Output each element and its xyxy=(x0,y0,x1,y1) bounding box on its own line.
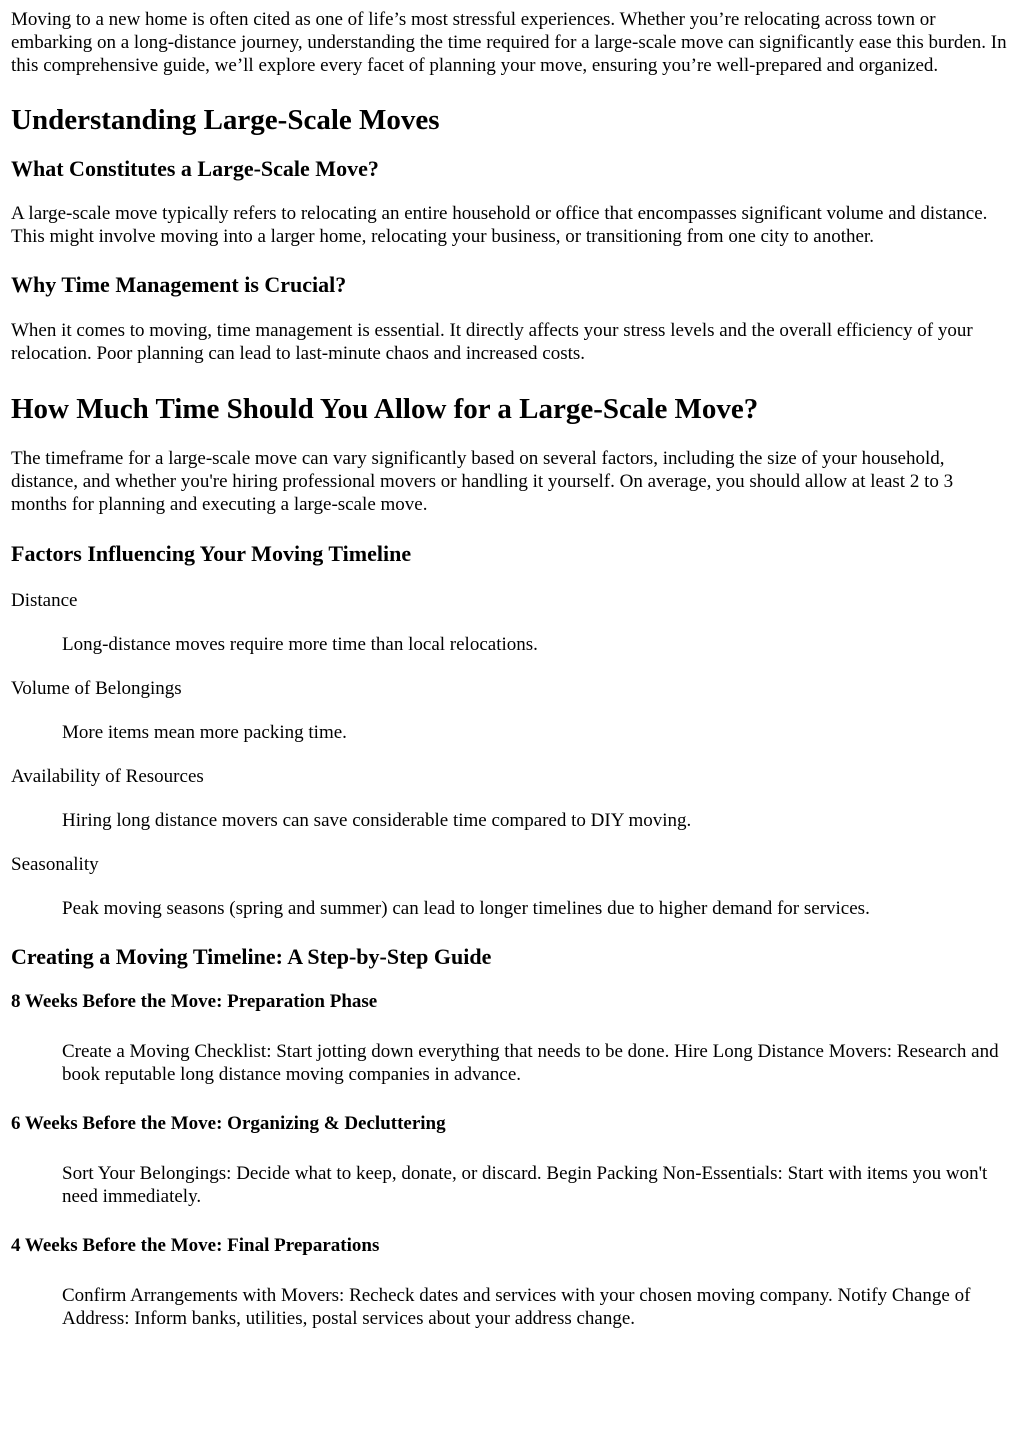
factor-desc-volume: More items mean more packing time. xyxy=(62,722,347,743)
factor-desc-distance: Long-distance moves require more time than local relocations. xyxy=(62,634,538,655)
section-heading-understanding: Understanding Large-Scale Moves xyxy=(11,104,440,136)
factor-desc-resources: Hiring long distance movers can save considerable time compared to DIY moving. xyxy=(62,810,692,831)
phase-title-6-weeks: 6 Weeks Before the Move: Organizing & Decluttering xyxy=(11,1113,446,1134)
factor-term-volume: Volume of Belongings xyxy=(11,678,182,699)
section-heading-how-much-time: How Much Time Should You Allow for a Large-Scale Move? xyxy=(11,393,759,425)
factor-term-resources: Availability of Resources xyxy=(11,766,204,787)
factor-term-distance: Distance xyxy=(11,590,78,611)
phase-text-4-weeks: Confirm Arrangements with Movers: Recheck dates and services with your chosen moving company. Notify Change of Address: Inform banks, utilities, postal services about your address change. xyxy=(62,1285,971,1329)
paragraph-timeframe: The timeframe for a large-scale move can vary significantly based on several factors, including the size of your household, distance, and whether you're hiring professional movers or handling it yourself. On average, you should allow at least 2 to 3 months for planning and executing a large-scale move. xyxy=(11,448,954,515)
subheading-factors: Factors Influencing Your Moving Timeline xyxy=(11,541,412,566)
phase-title-8-weeks: 8 Weeks Before the Move: Preparation Phase xyxy=(11,991,378,1012)
phase-text-6-weeks: Sort Your Belongings: Decide what to keep, donate, or discard. Begin Packing Non-Essentials: Start with items you won't need immediately. xyxy=(62,1163,988,1207)
subheading-timeline-guide: Creating a Moving Timeline: A Step-by-Step Guide xyxy=(11,944,492,969)
subheading-what-constitutes: What Constitutes a Large-Scale Move? xyxy=(11,156,379,181)
phase-text-8-weeks: Create a Moving Checklist: Start jotting down everything that needs to be done. Hire Long Distance Movers: Research and book reputable long distance moving companies in advance. xyxy=(62,1041,999,1085)
factor-term-seasonality: Seasonality xyxy=(11,854,99,875)
paragraph-what-constitutes: A large-scale move typically refers to relocating an entire household or office that encompasses significant volume and distance. This might involve moving into a larger home, relocating your business, or transitioning from one city to another. xyxy=(11,203,988,247)
factors-list xyxy=(11,589,1013,920)
factor-desc-seasonality: Peak moving seasons (spring and summer) can lead to longer timelines due to higher demand for services. xyxy=(62,898,870,919)
intro-paragraph: Moving to a new home is often cited as one of life’s most stressful experiences. Whether you’re relocating across town or embarking on a long-distance journey, understanding the time required for a large-scale move can significantly ease this burden. In this comprehensive guide, we’ll explore every facet of planning your move, ensuring you’re well-prepared and organized. xyxy=(11,9,1007,76)
paragraph-time-management: When it comes to moving, time management is essential. It directly affects your stress levels and the overall efficiency of your relocation. Poor planning can lead to last-minute chaos and increased costs. xyxy=(11,320,973,364)
subheading-time-management: Why Time Management is Crucial? xyxy=(11,272,347,297)
phase-title-4-weeks: 4 Weeks Before the Move: Final Preparations xyxy=(11,1235,380,1256)
